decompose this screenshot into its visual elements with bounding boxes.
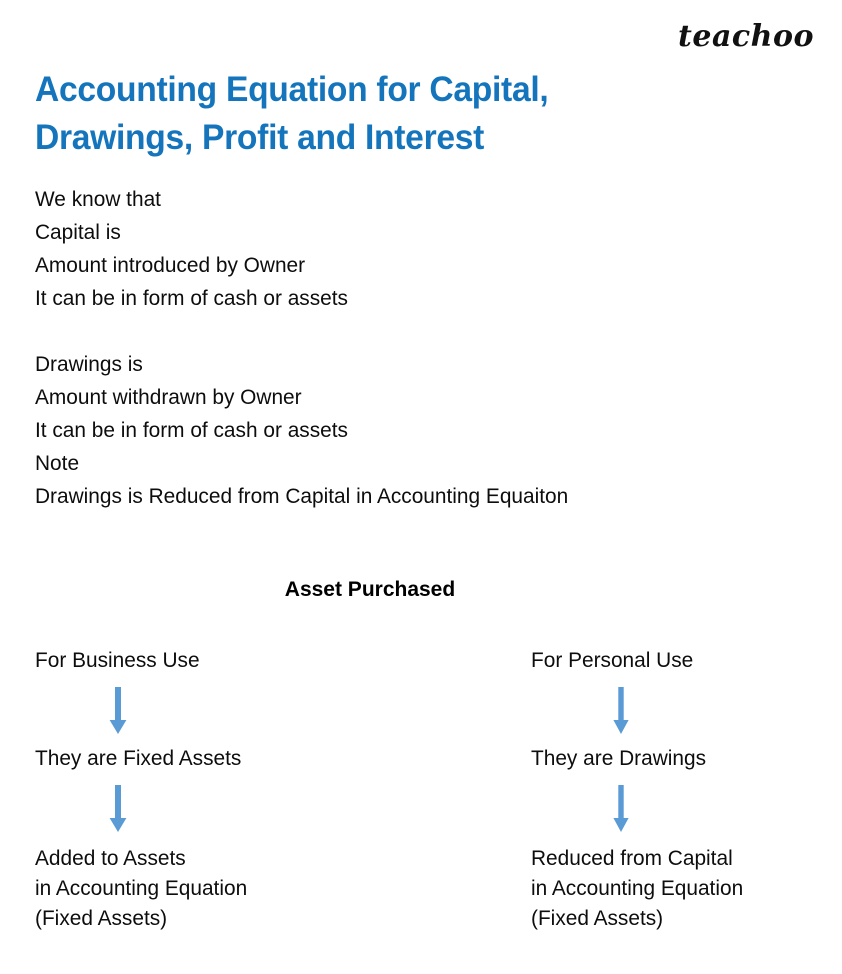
body-line-6: Amount withdrawn by Owner [35,385,302,409]
page-title-line-1: Accounting Equation for Capital, [35,70,549,109]
section-heading-asset-purchased: Asset Purchased [284,578,456,601]
flow-column-personal-use [531,645,842,933]
flow-left-step-3-line-3: (Fixed Assets) [35,906,168,930]
page-title [35,66,675,162]
flow-left-arrow-1-slot [35,675,365,743]
flow-right-arrow-2-slot [531,773,842,843]
body-line-blank [35,315,772,348]
body-line-9: Drawings is Reduced from Capital in Accounting Equaiton [35,484,569,508]
body-line-8: Note [35,451,80,475]
down-arrow-icon [612,687,630,735]
flow-left-step-3-line-2: in Accounting Equation [35,876,248,900]
body-line-2: Capital is [35,220,121,244]
down-arrow-icon [109,687,127,735]
teachoo-logo: teachoo [678,19,814,54]
flow-right-step-2: They are Drawings [531,746,707,770]
flow-left-step-1: For Business Use [35,648,200,672]
body-text-block [35,183,795,513]
body-line-3: Amount introduced by Owner [35,253,306,277]
flow-right-step-3-line-2: in Accounting Equation [531,876,744,900]
flow-right-arrow-1-slot [531,675,842,743]
flow-left-step-3-line-1: Added to Assets [35,846,186,870]
down-arrow-icon [109,785,127,833]
body-line-4: It can be in form of cash or assets [35,286,348,310]
body-line-1: We know that [35,187,161,211]
flow-column-business-use [35,645,365,933]
down-arrow-icon [612,785,630,833]
flow-left-arrow-2-slot [35,773,365,843]
page-title-line-2: Drawings, Profit and Interest [35,118,485,157]
flow-left-step-2: They are Fixed Assets [35,746,242,770]
flow-right-step-3-line-1: Reduced from Capital [531,846,733,870]
flow-right-step-1: For Personal Use [531,648,694,672]
body-line-7: It can be in form of cash or assets [35,418,348,442]
flow-right-step-3-line-3: (Fixed Assets) [531,906,664,930]
body-line-5: Drawings is [35,352,143,376]
